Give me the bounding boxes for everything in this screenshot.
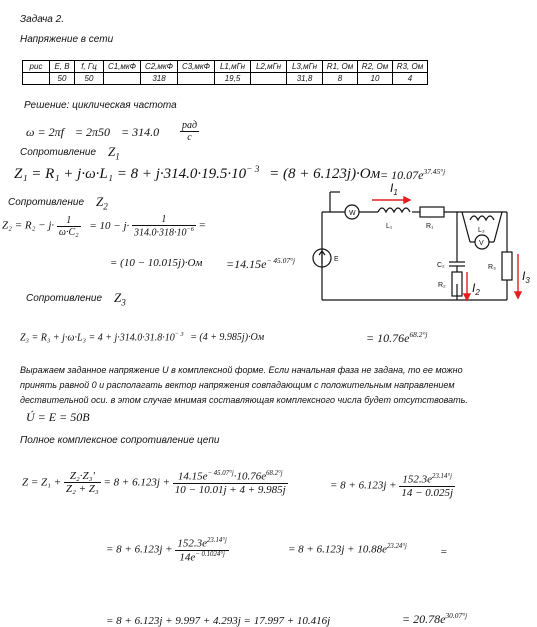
z1-eq-main: Z₁ = R₁ + j·ω·L₁ = 8 + j·314.0·19.5·10: [14, 166, 247, 182]
total-frac2-num-b: ·10.76e: [233, 470, 267, 483]
omega-unit-num: рад: [182, 120, 198, 131]
z2-frac1-num: 1: [57, 215, 81, 227]
paragraph-line: Выражаем заданное напряжение U в комплексной форме. Если начальная фаза не задана, то ее можно: [20, 365, 463, 375]
z1-label: Сопротивление: [20, 147, 97, 158]
total-frac3-den: 14 − 0.025j: [401, 486, 454, 499]
voltage-equation: Ú = E = 50B: [26, 410, 90, 424]
z2-line2: = (10 − 10.015j)·Ом: [110, 257, 203, 269]
z2-frac2-den-base: 314.0·318·10: [134, 227, 187, 239]
z2-frac2-num: 1: [132, 214, 196, 226]
total-frac2-den: 10 − 10.01j + 4 + 9.985j: [174, 483, 286, 496]
r1-resistor: [420, 207, 444, 217]
total-mid2: = 8 + 6.123j +: [330, 479, 397, 492]
r1-label: R₁: [426, 223, 434, 230]
solution-label: Решение: циклическая частота: [24, 100, 177, 111]
z3-result-base: = 10.76e: [366, 331, 410, 345]
table-cell: [178, 73, 215, 85]
total-frac4-num-base: 152.3e: [177, 537, 207, 550]
z3-eq-exp: − 3: [174, 331, 184, 338]
table-cell: [23, 73, 50, 85]
total-impedance-label: Полное комплексное сопротивление цепи: [20, 435, 220, 446]
i3-label-sub: 3: [525, 276, 530, 285]
table-cell: 8: [323, 73, 358, 85]
z1-eq-tail: = (8 + 6.123j)·Ом: [269, 166, 381, 182]
total-frac4-num-exp: 23.14°j: [206, 537, 227, 544]
total-line3: = 8 + 6.123j + 9.997 + 4.293j = 17.997 + 10.416j: [106, 615, 331, 627]
z1-sym: Z: [108, 144, 116, 159]
wire-l3-left: [462, 212, 470, 242]
omega-unit-den: c: [187, 132, 192, 143]
total-frac4-den-exp: − 0.1024°j: [195, 550, 225, 558]
total-frac3-num-base: 152.3e: [402, 473, 433, 486]
table-header-cell: C1,мкФ: [104, 61, 141, 73]
table-cell: [104, 73, 141, 85]
z1-result-base: = 10.07e: [380, 168, 424, 182]
z3-result: [366, 330, 428, 346]
table-header-row: [23, 61, 428, 73]
z2-frac2-den-exp: −6: [186, 226, 194, 233]
total-line1-tail: [330, 473, 455, 499]
z2-result-base: =14.15e: [226, 257, 267, 271]
explanation-paragraph: [20, 363, 468, 408]
total-frac2-num-b-exp: 68.2°j: [266, 470, 283, 477]
i3-label: [522, 269, 530, 285]
z2-result-exp: − 45.07°j: [266, 256, 296, 265]
i1-label-base: I: [390, 181, 394, 195]
table-header-cell: R1, Ом: [323, 61, 358, 73]
total-frac3-num-exp: 23.14°j: [432, 473, 452, 480]
task-title: Задача 2.: [20, 14, 64, 25]
table-cell: 4: [393, 73, 428, 85]
total-frac2-num-a-exp: − 45.07°j: [207, 470, 234, 477]
l1-coil: [378, 208, 410, 212]
z2-lhs: Z₂ = R₂ − j·: [2, 219, 55, 232]
omega-rhs: = 314.0: [121, 125, 160, 139]
z2-frac1-den: ω·C₂: [58, 226, 79, 238]
total-line2-lhs: = 8 + 6.123j +: [106, 543, 173, 556]
omega-mid: = 2π50: [74, 125, 111, 139]
z3-label: Сопротивление: [26, 293, 103, 304]
table-cell: 19,5: [215, 73, 251, 85]
z1-result-exp: 37.45°j: [423, 167, 446, 176]
table-header-cell: L2,мГн: [251, 61, 287, 73]
l3-coil: [470, 216, 494, 220]
i2-arrow-head: [464, 294, 470, 300]
table-cell: 50: [75, 73, 104, 85]
total-frac1-den: Z₂ + Z₃: [65, 483, 99, 496]
total-frac1-num: Z₂·Z₃': [64, 470, 101, 483]
i1-label-sub: 1: [393, 188, 398, 197]
table-header-cell: рис: [23, 61, 50, 73]
total-line1: [22, 470, 288, 496]
total-line2-mid-exp: 23.24°j: [386, 543, 407, 550]
total-line2-tail: =: [440, 546, 448, 558]
circuit-diagram: [312, 172, 532, 312]
z2-sym: Z: [96, 194, 104, 209]
z3-eq-main: Z₃ = R₃ + j·ω·L₃ = 4 + j·314.0·31.8·10: [20, 332, 175, 344]
wattmeter-label: W: [349, 210, 356, 217]
table-cell: 31,8: [287, 73, 323, 85]
i1-label: [390, 181, 398, 197]
total-line3-result-base: = 20.78e: [402, 612, 446, 626]
table-header-cell: C3,мкФ: [178, 61, 215, 73]
i1-arrow-head: [404, 197, 410, 203]
z2-equation: [2, 214, 206, 238]
omega-lhs: ω = 2πf: [26, 125, 64, 139]
total-line2: [106, 537, 229, 563]
z2-frac2-den: [132, 226, 196, 238]
z3-eq-tail: = (4 + 9.985j)·Ом: [190, 332, 265, 344]
omega-equation: [26, 125, 159, 140]
z1-eq-exp: − 3: [246, 165, 260, 175]
z2-tail: =: [198, 219, 206, 232]
total-line2-mid-base: = 8 + 6.123j + 10.88e: [288, 543, 387, 556]
total-mid: = 8 + 6.123j +: [103, 476, 171, 489]
table-header-cell: R3, Ом: [393, 61, 428, 73]
z3-sym: Z: [114, 290, 122, 305]
r2-label: R₂: [438, 282, 446, 289]
z3-sym-sub: 3: [121, 297, 126, 308]
z2-mid: = 10 − j·: [89, 219, 130, 232]
l3-label: L₃: [478, 227, 485, 234]
i2-label-base: I: [472, 281, 476, 295]
z2-result: [226, 256, 295, 272]
omega-unit: [180, 120, 199, 143]
z1-sym-sub: 1: [115, 151, 120, 162]
i3-arrow-head: [515, 292, 521, 298]
table-header-cell: L1,мГн: [215, 61, 251, 73]
c2-label: C₂: [437, 262, 445, 269]
total-lhs: Z = Z₁ +: [22, 476, 62, 489]
total-frac3-num: [399, 473, 455, 487]
z2-sym-sub: 2: [103, 201, 108, 212]
z3-result-exp: 68.2°j: [409, 330, 428, 339]
total-line2-mid: [288, 543, 407, 556]
voltmeter-label: V: [479, 240, 484, 247]
parameters-table: [22, 60, 428, 85]
table-cell: 50: [50, 73, 75, 85]
total-frac4-den: [175, 551, 229, 564]
table-header-cell: L3,мГн: [287, 61, 323, 73]
mains-voltage-label: Напряжение в сети: [20, 34, 114, 45]
r3-label: R₃: [488, 264, 496, 271]
total-frac4-num: [175, 537, 229, 551]
table-header-cell: C2,мкФ: [141, 61, 178, 73]
total-frac4-den-base: 14e: [179, 551, 196, 564]
total-frac2-num: [173, 470, 288, 484]
z2-label: Сопротивление: [8, 197, 85, 208]
l1-label: L₁: [386, 223, 393, 230]
i3-label-base: I: [522, 269, 526, 283]
total-line3-result-exp: 30.07°j: [445, 611, 468, 620]
paragraph-line: принять равной 0 и располагать вектор напряжения совпадающим с положительным направлением: [20, 380, 455, 390]
total-frac2-num-a: 14.15e: [177, 470, 208, 483]
i2-label: [472, 281, 480, 297]
table-cell: [251, 73, 287, 85]
z3-equation: [20, 331, 264, 343]
z1-symbol: [108, 144, 120, 162]
table-header-cell: f, Гц: [75, 61, 104, 73]
table-header-cell: E, B: [50, 61, 75, 73]
paragraph-line: дествительной оси. в этом случае мнимая составляющая комплексного числа будет отсутствовать.: [20, 395, 468, 405]
table-header-cell: R2, Ом: [358, 61, 393, 73]
source-e-label: E: [334, 256, 339, 263]
table-cell: 318: [141, 73, 178, 85]
z3-symbol: [114, 290, 126, 308]
r3-resistor: [502, 252, 512, 280]
table-row: [23, 73, 428, 85]
z2-symbol: [96, 194, 108, 212]
i2-label-sub: 2: [475, 288, 480, 297]
table-cell: 10: [358, 73, 393, 85]
wire-l3-right: [494, 212, 502, 242]
